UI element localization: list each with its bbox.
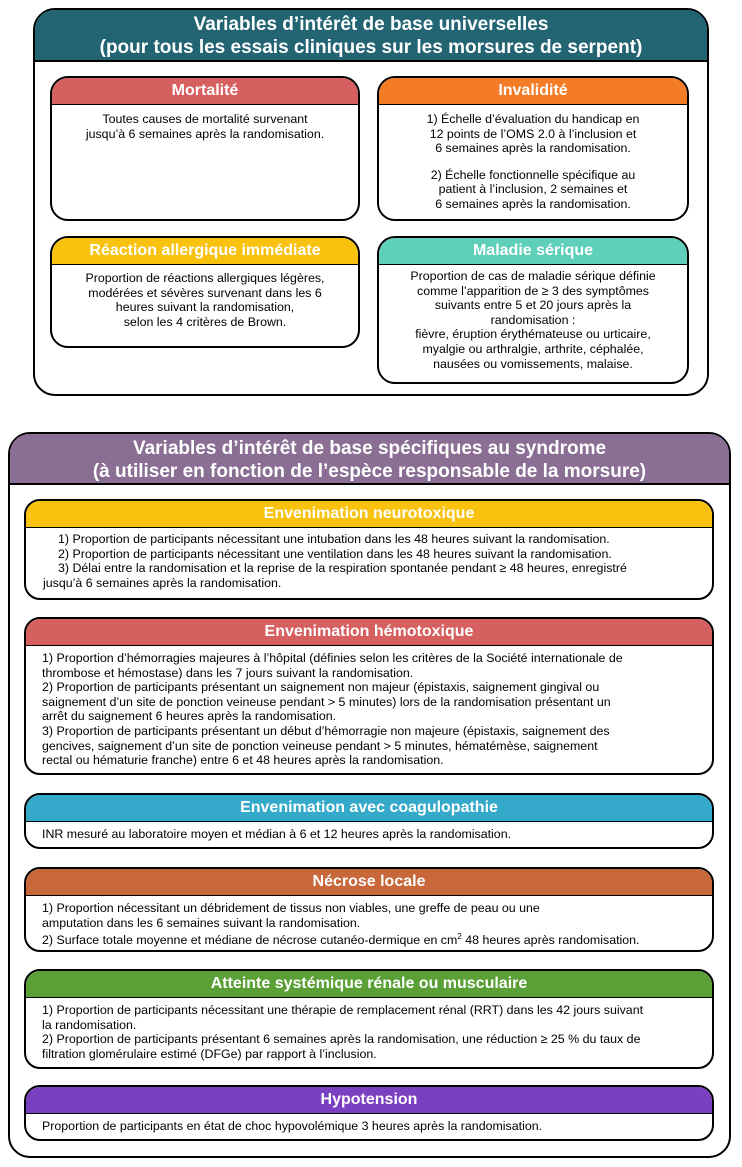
coagulopathy-section [24, 793, 714, 849]
necrosis-section-title: Nécrose locale [26, 869, 712, 896]
disability-line: 6 semaines après la randomisation. [435, 141, 631, 156]
mortality-line: jusqu’à 6 semaines après la randomisation. [85, 126, 325, 141]
syndrome-outcomes-header [10, 434, 729, 485]
serum-line: fièvre, éruption érythémateuse ou urticaire, [415, 327, 651, 342]
necrosis-item [42, 930, 704, 948]
disability-line: 6 semaines après la randomisation. [435, 196, 631, 211]
hypotension-section-body [26, 1114, 712, 1138]
serum-sickness-card [377, 236, 689, 384]
coagulopathy-section-title: Envenimation avec coagulopathie [26, 795, 712, 822]
hemotoxic-section-body [26, 646, 712, 772]
hemotoxic-item: saignement d’un site de ponction veineuse pendant > 5 minutes) lors de la randomisation présentant un [42, 694, 611, 709]
allergic-line: Proportion de réactions allergiques légères, [85, 271, 325, 285]
hemotoxic-item: arrêt du saignement 6 heures après la randomisation. [42, 709, 337, 724]
allergic-reaction-card-body [52, 265, 358, 334]
hypotension-section [24, 1085, 714, 1141]
necrosis-item: amputation dans les 6 semaines suivant la randomisation. [42, 915, 361, 930]
hemotoxic-item: 2) Proportion de participants présentant un saignement non majeur (épistaxis, saignement gingival ou [42, 680, 600, 695]
disability-item-2 [389, 168, 677, 212]
mortality-card-title: Mortalité [52, 78, 358, 105]
universal-outcomes-panel [33, 8, 709, 396]
syndrome-title-line2: (à utiliser en fonction de l’espèce responsable de la morsure) [92, 461, 647, 482]
hemotoxic-section [24, 617, 714, 775]
mortality-line: Toutes causes de mortalité survenant [102, 112, 308, 126]
necrosis-item: 1) Proportion nécessitant un débridement de tissus non viables, une greffe de peau ou une [42, 901, 540, 915]
serum-line: nausées ou vomissements, malaise. [433, 356, 633, 371]
serum-line: suivants entre 5 et 20 jours après la [434, 298, 632, 313]
disability-item-1 [389, 112, 677, 156]
neurotoxic-item: 3) Délai entre la randomisation et la reprise de la respiration spontanée pendant ≥ 48 heures, enregistré [58, 561, 627, 576]
renal-muscular-section [24, 969, 714, 1069]
allergic-reaction-card [50, 236, 360, 348]
serum-line: myalgie ou arthralgie, arthrite, céphalée, [422, 341, 644, 356]
disability-line: 1) Échelle d’évaluation du handicap en [426, 112, 640, 126]
disability-card-title: Invalidité [379, 78, 687, 105]
mortality-card-body [52, 105, 358, 146]
serum-sickness-card-title: Maladie sérique [379, 238, 687, 265]
renal-muscular-section-body [26, 998, 712, 1065]
hemotoxic-section-title: Envenimation hémotoxique [26, 619, 712, 646]
disability-card [377, 76, 689, 221]
allergic-line: heures suivant la randomisation, [115, 300, 295, 315]
disability-card-body [379, 105, 687, 217]
serum-sickness-card-body [379, 265, 687, 376]
allergic-line: selon les 4 critères de Brown. [123, 314, 287, 329]
universal-title-line2: (pour tous les essais cliniques sur les morsures de serpent) [99, 37, 643, 58]
hypotension-item: Proportion de participants en état de choc hypovolémique 3 heures après la randomisation. [42, 1119, 543, 1133]
necrosis-section-body [26, 896, 712, 952]
hemotoxic-item: rectal ou hématurie franche) entre 6 et 48 heures après la randomisation. [42, 753, 444, 768]
serum-line: comme l’apparition de ≥ 3 des symptômes [417, 283, 649, 298]
hypotension-section-title: Hypotension [26, 1087, 712, 1114]
disability-line: patient à l’inclusion, 2 semaines et [438, 182, 628, 197]
allergic-line: modérées et sévères survenant dans les 6 [88, 285, 322, 300]
disability-line: 2) Échelle fonctionnelle spécifique au [430, 167, 636, 182]
coagulopathy-section-body [26, 822, 712, 846]
renal-item: la randomisation. [42, 1017, 137, 1032]
superscript: 2 [457, 932, 462, 942]
universal-title-line1: Variables d’intérêt de base universelles [193, 14, 549, 35]
serum-line: randomisation : [490, 312, 576, 327]
renal-muscular-section-title: Atteinte systémique rénale ou musculaire [26, 971, 712, 998]
neurotoxic-item: jusqu’à 6 semaines après la randomisation. [43, 575, 282, 590]
renal-item: 1) Proportion de participants nécessitant une thérapie de remplacement rénal (RRT) dans les 42 jours suivant [42, 1003, 644, 1017]
renal-item: 2) Proportion de participants présentant 6 semaines après la randomisation, une réduction ≥ 25 % du taux de [42, 1032, 641, 1047]
neurotoxic-item: 2) Proportion de participants nécessitant une ventilation dans les 48 heures suivant la randomisation. [58, 546, 612, 561]
mortality-card [50, 76, 360, 221]
neurotoxic-section-title: Envenimation neurotoxique [26, 501, 712, 528]
hemotoxic-item: thrombose et hémostase) dans les 7 jours suivant la randomisation. [42, 665, 414, 680]
hemotoxic-item: gencives, saignement d’un site de ponction veineuse pendant > 5 minutes, hématémèse, saignement [42, 738, 598, 753]
neurotoxic-section [24, 499, 714, 600]
necrosis-text: 48 heures après randomisation. [461, 933, 640, 948]
necrosis-text: 2) Surface totale moyenne et médiane de nécrose cutanéo-dermique en cm [42, 933, 458, 948]
universal-outcomes-header [35, 10, 707, 62]
coagulopathy-item: INR mesuré au laboratoire moyen et médian à 6 et 12 heures après la randomisation. [42, 827, 512, 841]
neurotoxic-item: 1) Proportion de participants nécessitant une intubation dans les 48 heures suivant la randomisation. [58, 532, 610, 546]
necrosis-section [24, 867, 714, 952]
neurotoxic-section-body [26, 528, 712, 594]
hemotoxic-item: 1) Proportion d’hémorragies majeures à l’hôpital (définies selon les critères de la Société internationale de [42, 651, 623, 665]
disability-line: 12 points de l’OMS 2.0 à l’inclusion et [429, 126, 637, 141]
serum-line: Proportion de cas de maladie sérique définie [410, 269, 656, 283]
syndrome-title-line1: Variables d’intérêt de base spécifiques au syndrome [132, 438, 607, 459]
allergic-reaction-card-title: Réaction allergique immédiate [52, 238, 358, 265]
hemotoxic-item: 3) Proportion de participants présentant un début d’hémorragie non majeure (épistaxis, saignement des [42, 723, 610, 738]
renal-item: filtration glomérulaire estimé (DFGe) par rapport à l’inclusion. [42, 1046, 377, 1061]
